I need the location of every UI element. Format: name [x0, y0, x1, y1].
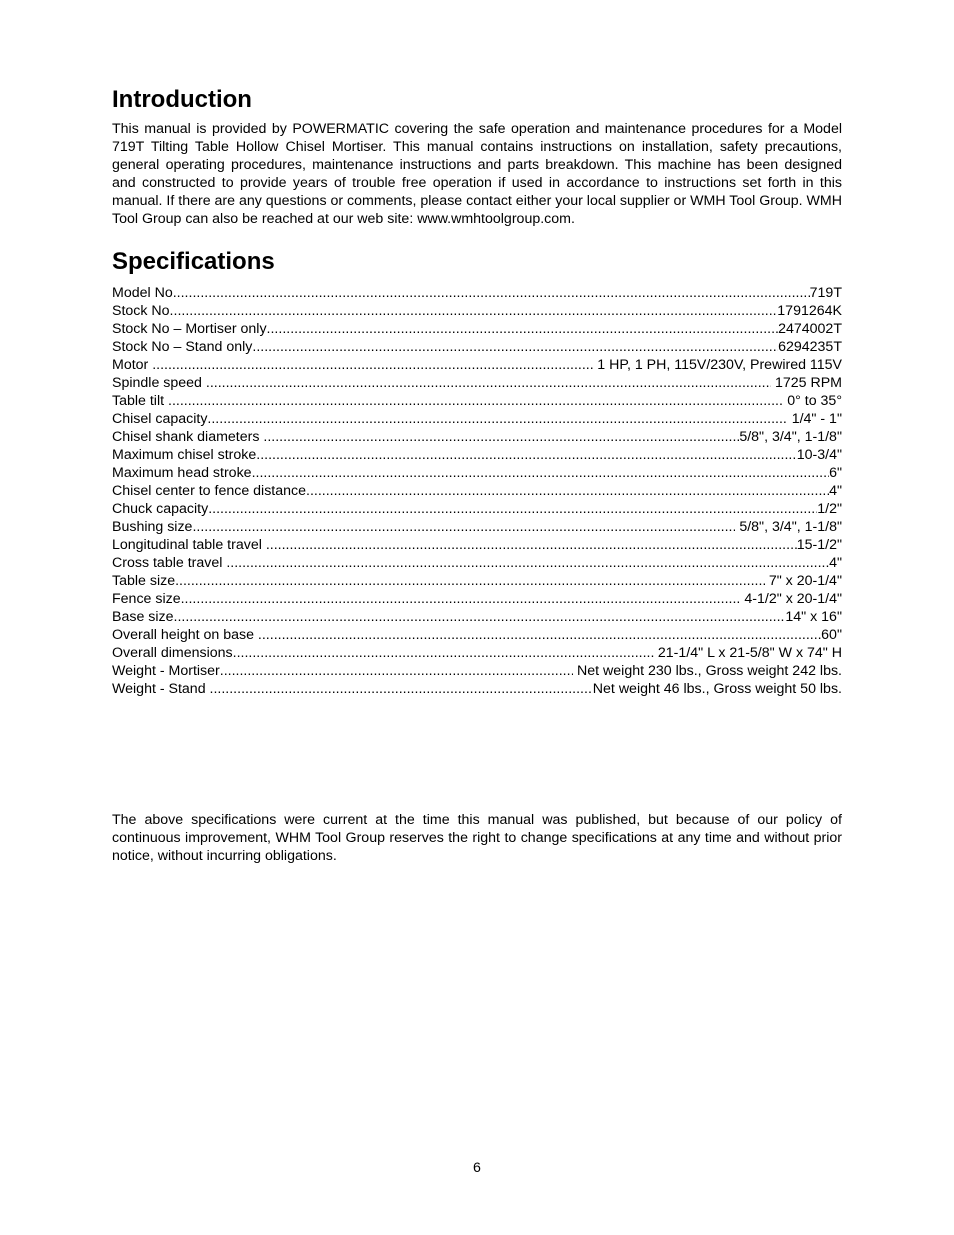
spec-value: 21-1/4" L x 21-5/8" W x 74" H: [653, 645, 842, 661]
spec-row: [112, 662, 842, 680]
dot-leader: [252, 338, 778, 356]
dot-leader: [233, 644, 654, 662]
spec-value: 0° to 35°: [783, 393, 842, 409]
dot-leader: [267, 320, 779, 338]
spec-value: 1725 RPM: [771, 375, 842, 391]
spec-label: Cross table travel: [112, 555, 227, 571]
spec-label: Table size: [112, 573, 176, 589]
spec-row: [112, 644, 842, 662]
dot-leader: [252, 464, 830, 482]
spec-row: [112, 518, 842, 536]
dot-leader: [177, 284, 810, 302]
spec-label: Motor: [112, 357, 153, 373]
introduction-body: This manual is provided by POWERMATIC covering the safe operation and maintenance procedures for a Model 719T Tilting Table Hollow Chisel Mortiser. This manual contains instructions on installation, safety precautions, general operating procedures, maintenance instructions and parts breakdown. This machine has been designed and constructed to provide years of trouble free operation if used in accordance to instructions set forth in this manual. If there are any questions or comments, please contact either your local supplier or WMH Tool Group. WMH Tool Group can also be reached at our web site: www.wmhtoolgroup.com.: [112, 121, 842, 227]
spec-value: 5/8", 3/4", 1-1/8": [735, 519, 842, 535]
dot-leader: [220, 662, 573, 680]
dot-leader: [256, 446, 796, 464]
spec-label: Spindle speed: [112, 375, 206, 391]
spec-row: [112, 446, 842, 464]
spec-row: [112, 572, 842, 590]
spec-label: Maximum head stroke: [112, 465, 252, 481]
spec-row: [112, 338, 842, 356]
dot-leader: [152, 356, 593, 374]
spec-label: Chisel shank diameters: [112, 429, 264, 445]
spec-label: Longitudinal table travel: [112, 537, 266, 553]
spec-label: Weight - Stand: [112, 681, 210, 697]
spec-value: 15-1/2": [796, 537, 842, 553]
spec-value: 4": [829, 555, 842, 571]
spec-row: [112, 284, 842, 302]
spec-label: Fence size: [112, 591, 181, 607]
spec-label: Overall height on base: [112, 627, 258, 643]
spec-label: Model No.: [112, 285, 177, 301]
specifications-heading: Specifications: [112, 248, 275, 275]
dot-leader: [263, 428, 739, 446]
dot-leader: [266, 536, 797, 554]
dot-leader: [174, 608, 786, 626]
dot-leader: [192, 518, 735, 536]
spec-label: Stock No – Stand only: [112, 339, 253, 355]
spec-value: 719T: [809, 285, 842, 301]
spec-label: Chuck capacity: [112, 501, 209, 517]
manual-page: [112, 84, 842, 865]
spec-value: 6294235T: [778, 339, 842, 355]
page-number: 6: [473, 1160, 481, 1176]
dot-leader: [175, 572, 765, 590]
spec-row: [112, 410, 842, 428]
spec-value: 10-3/4": [796, 447, 842, 463]
dot-leader: [168, 392, 783, 410]
spec-label: Stock No.: [112, 303, 174, 319]
spec-value: 6": [829, 465, 842, 481]
dot-leader: [181, 590, 741, 608]
spec-row: [112, 482, 842, 500]
spec-value: 4-1/2" x 20-1/4": [740, 591, 842, 607]
dot-leader: [306, 482, 829, 500]
spec-value: Net weight 230 lbs., Gross weight 242 lbs.: [573, 663, 842, 679]
dot-leader: [207, 410, 787, 428]
spec-label: Bushing size: [112, 519, 193, 535]
spec-label: Base size: [112, 609, 174, 625]
spec-value: 60": [821, 627, 842, 643]
spec-label: Maximum chisel stroke: [112, 447, 257, 463]
dot-leader: [226, 554, 829, 572]
spec-row: [112, 392, 842, 410]
spec-value: 1/2": [817, 501, 842, 517]
dot-leader: [258, 626, 821, 644]
spec-value: 14" x 16": [785, 609, 842, 625]
spec-label: Weight - Mortiser: [112, 663, 220, 679]
spec-value: 7" x 20-1/4": [764, 573, 842, 589]
spec-value: 1791264K: [777, 303, 842, 319]
spec-row: [112, 608, 842, 626]
spec-row: [112, 590, 842, 608]
spec-value: 1/4" - 1": [787, 411, 842, 427]
introduction-heading: Introduction: [112, 86, 252, 113]
specifications-list: [112, 284, 842, 698]
spec-row: [112, 680, 842, 698]
spec-row: [112, 428, 842, 446]
spec-value: 1 HP, 1 PH, 115V/230V, Prewired 115V: [593, 357, 842, 373]
spec-row: [112, 626, 842, 644]
spec-row: [112, 374, 842, 392]
spec-label: Chisel center to fence distance: [112, 483, 307, 499]
spec-row: [112, 500, 842, 518]
specifications-disclaimer: The above specifications were current at the time this manual was published, but because of our policy of continuous improvement, WHM Tool Group reserves the right to change specifications at any time and without prior notice, without incurring obligations.: [112, 812, 842, 864]
spec-value: Net weight 46 lbs., Gross weight 50 lbs.: [592, 681, 842, 697]
spec-row: [112, 464, 842, 482]
spec-value: 5/8", 3/4", 1-1/8": [739, 429, 842, 445]
dot-leader: [174, 302, 778, 320]
dot-leader: [206, 374, 771, 392]
spec-row: [112, 536, 842, 554]
dot-leader: [208, 500, 817, 518]
spec-label: Stock No – Mortiser only: [112, 321, 267, 337]
spec-label: Overall dimensions: [112, 645, 233, 661]
spec-label: Table tilt: [112, 393, 168, 409]
spec-row: [112, 320, 842, 338]
spec-row: [112, 554, 842, 572]
spec-value: 4": [829, 483, 842, 499]
spec-row: [112, 356, 842, 374]
spec-row: [112, 302, 842, 320]
dot-leader: [210, 680, 593, 698]
spec-value: 2474002T: [778, 321, 842, 337]
spec-label: Chisel capacity: [112, 411, 208, 427]
